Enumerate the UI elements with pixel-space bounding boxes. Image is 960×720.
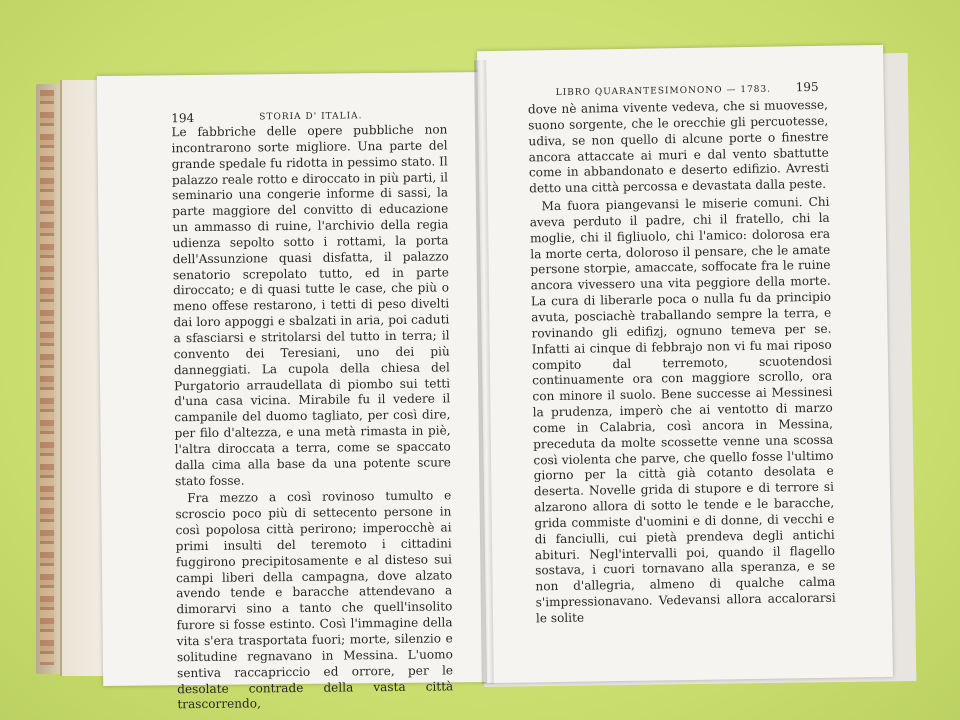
cover-marbled-edge — [40, 90, 54, 665]
right-running-head: LIBRO QUARANTESIMONONO — 1783. — [555, 84, 772, 98]
right-page-text — [528, 98, 836, 627]
left-running-head: STORIA D' ITALIA. — [259, 111, 363, 123]
right-paragraph-2: Ma fuora piangevansi le miserie comuni. Chi aveva perduto il padre, chi il fratello, chi la moglie, chi il figliuolo, chi l'amico: dolorosa era la morte certa, doloroso il pensare, che le amate persone storpie, amaccate, soffocate fra le ruine ancora vivessero una vita peggiore della morte. La cura di liberarle poca o nulla fu da principio avuta, posciachè traballando sempre la terra, e rovinando gli edifizj, ognuno temeva per se. Infatti ai cinque di febbrajo non vi fu mai riposo compito dal terremoto, scuotendosi continuamente ora con maggiore scrollo, ora con minore il suolo. Bene successe ai Messinesi la prudenza, imperò che ai ventotto di marzo come in Calabria, così ancora in Messina, preceduta da molte scossette venne una scossa così violenta che parve, che quello fosse l'ultimo giorno per la città già cotanto desolata e deserta. Novelle grida di stupore e di terrore si alzarono allora di sotto le tende e le baracche, grida commiste d'uomini e di donne, di vecchi e di fanciulli, cui pietà prendeva degli antichi abituri. Negl'intervalli poi, quando il flagello sostava, i cuori tornavano alla speranza, e se non d'allegria, almeno di qualche calma s'impressionavano. Vedevansi allora accalorarsi le solite — [529, 194, 836, 626]
right-folio: 195 — [795, 79, 819, 95]
right-page — [477, 45, 893, 683]
left-page — [97, 72, 491, 712]
left-page-text — [171, 122, 453, 713]
left-paragraph-2: Fra mezzo a così rovinoso tumulto e scroscio poco più di settecento persone in così popolosa città perirono; imperocchè ai primi insulti del teremoto i cittadini fuggirono precipitosamente e al disteso sui campi liberi della campagna, dove alzato avendo tende e baracche attendevano a dimorarvi sino a tanto che quell'insolito furore si fosse estinto. Così l'immagine della vita s'era trasportata fuori; morte, silenzio e solitudine regnavano in Messina. L'uomo sentiva raccapriccio ed orrore, per le desolate contrade della vasta città trascorrendo, — [175, 488, 454, 712]
left-paragraph-1: Le fabbriche delle opere pubbliche non incontrarono sorte migliore. Una parte del grande spedale fu ridotta in pessimo stato. Il palazzo reale rotto e diroccato in più parti, il seminario una congerie informe di sassi, la parte maggiore del convitto di educazione un ammasso di ruine, l'archivio della regia udienza sepolto sotto i rottami, la porta dell'Assunzione quasi disfatta, il palazzo senatorio screpolato tutto, ed in parte diroccato; e di quasi tutte le case, che più o meno offese restarono, i tetti di peso divelti dai loro appoggi e sbalzati in aria, poi caduti a sfasciarsi e stritolarsi del tutto in terra; il convento dei Teresiani, uno dei più danneggiati. La cupola della chiesa del Purgatorio arraudellata di piombo sui tetti d'una casa vicina. Mirabile fu il vedere il campanile del duomo tagliato, per così dire, per filo d'altezza, e una metà rimasta in piè, l'altra diroccata a terra, come se spaccato dalla cima alla base da una potente scure stato fosse. — [171, 122, 451, 488]
left-folio: 194 — [171, 111, 195, 126]
right-paragraph-1: dove nè anima vivente vedeva, che si muovesse, suono sorgente, che le orecchie gli percuotesse, udiva, se non quello di alcune porte o finestre ancora attaccate ai muri e dal vento sbattutte come in abbandonato e deserto edifizio. Avresti detto una città percossa e devastata dalla peste. — [527, 97, 830, 196]
